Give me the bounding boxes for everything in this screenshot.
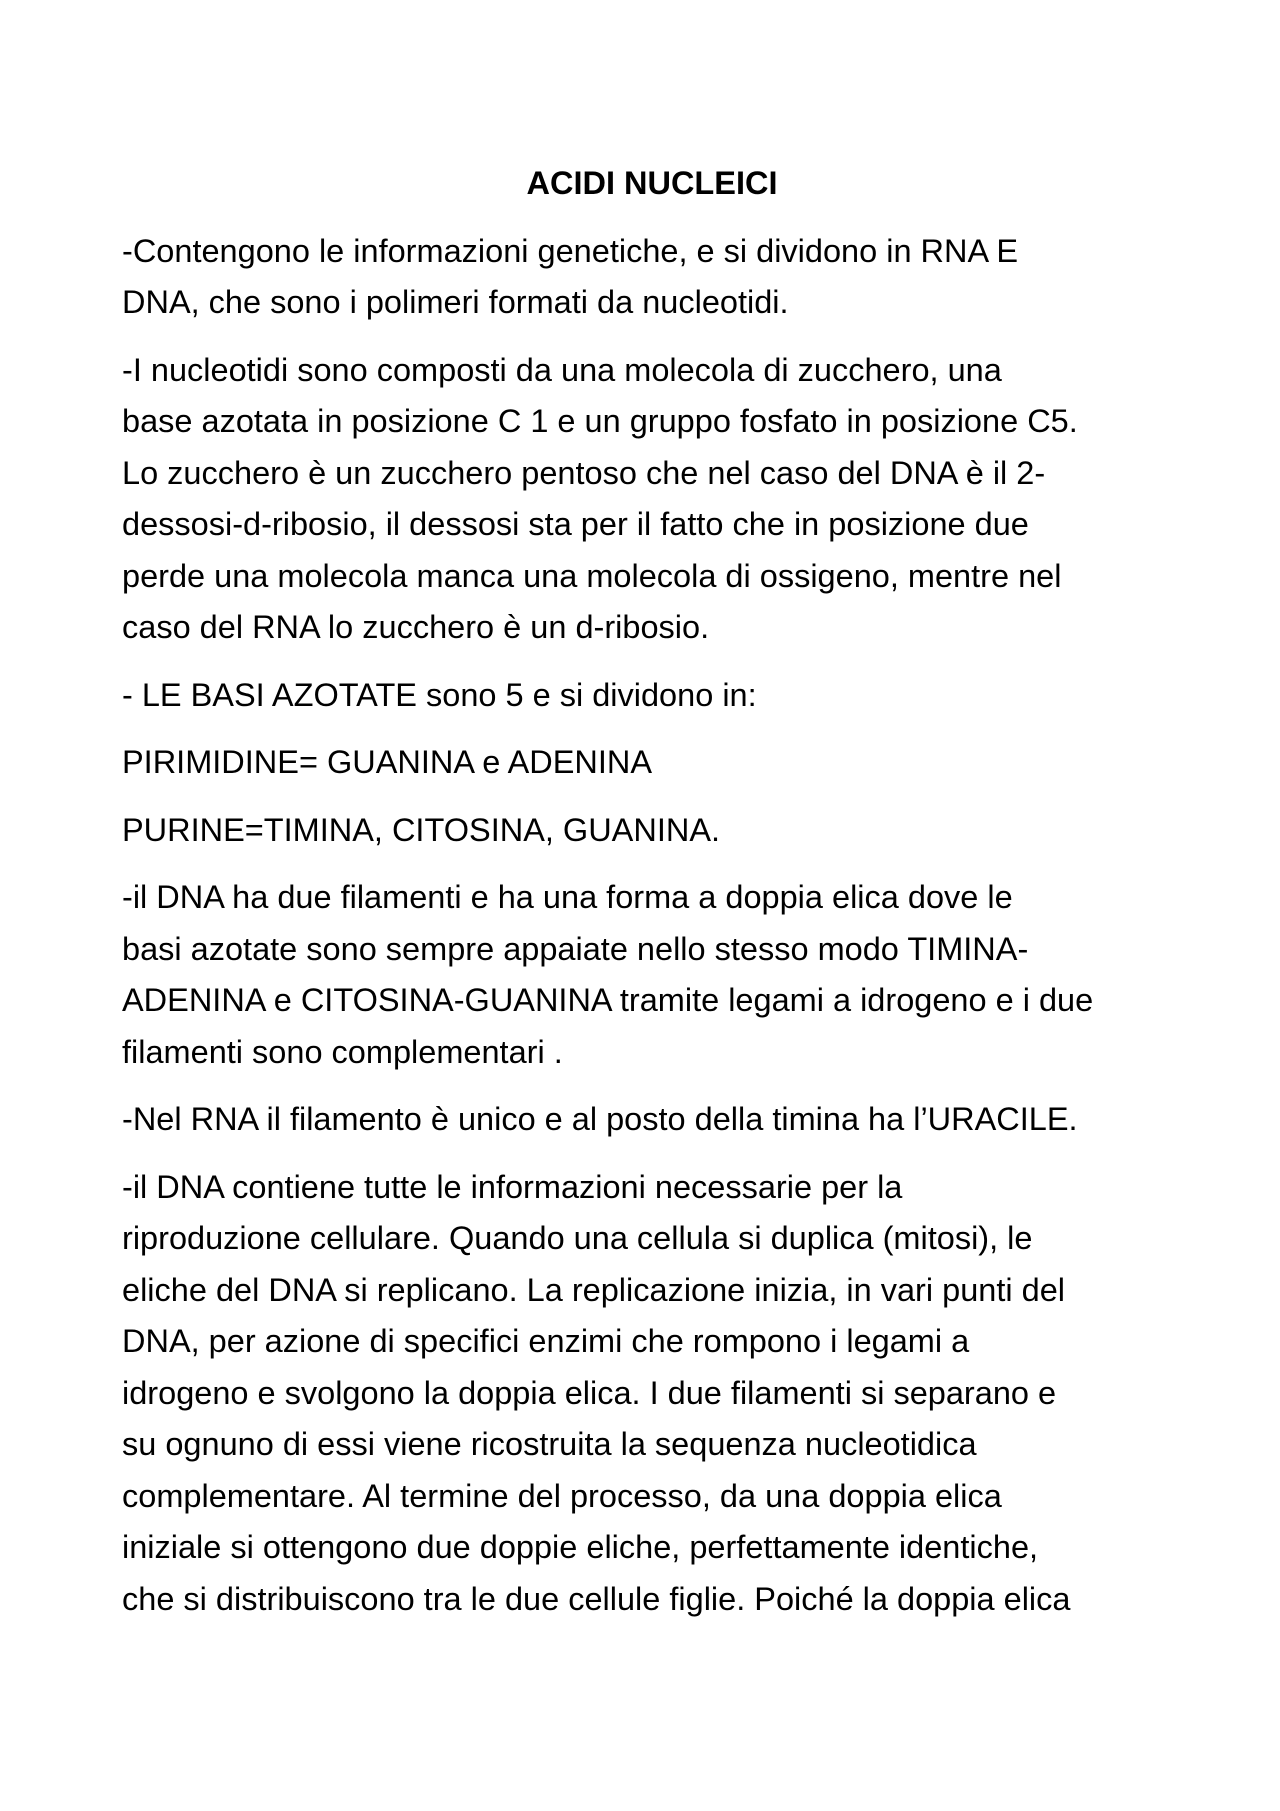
text-line: iniziale si ottengono due doppie eliche, perfettamente identiche, [122,1529,1039,1565]
paragraph-pirimidine [122,737,1182,789]
document-title: ACIDI NUCLEICI [526,165,778,201]
text-line: dessosi-d-ribosio, il dessosi sta per il fatto che in posizione due [122,506,1029,542]
text-line: idrogeno e svolgono la doppia elica. I due filamenti si separano e [122,1374,1057,1411]
text-line: filamenti sono complementari . [122,1033,563,1070]
paragraph-nucleotidi [122,345,1182,654]
text-line: su ognuno di essi viene ricostruita la sequenza nucleotidica [122,1426,977,1462]
text-line: - LE BASI AZOTATE sono 5 e si dividono in: [122,676,757,713]
text-line: ADENINA e CITOSINA-GUANINA tramite legami a idrogeno e i due [122,982,1094,1018]
paragraph-intro [122,226,1182,329]
text-line: complementare. Al termine del processo, da una doppia elica [122,1477,1002,1514]
text-line: PIRIMIDINE= GUANINA e ADENINA [122,744,653,780]
text-line: riproduzione cellulare. Quando una cellula si duplica (mitosi), le [122,1220,1033,1256]
paragraph-replicazione [122,1162,1182,1626]
text-line: basi azotate sono sempre appaiate nello stesso modo TIMINA- [122,930,1029,967]
text-line: -I nucleotidi sono composti da una molecola di zucchero, una [122,351,1002,388]
text-line: Lo zucchero è un zucchero pentoso che nel caso del DNA è il 2- [122,454,1046,491]
text-line: -Nel RNA il filamento è unico e al posto della timina ha l’URACILE. [122,1101,1078,1137]
document-body [122,158,1182,1641]
text-line: perde una molecola manca una molecola di ossigeno, mentre nel [122,557,1062,594]
text-line: eliche del DNA si replicano. La replicazione inizia, in vari punti del [122,1271,1066,1308]
paragraph-rna [122,1094,1182,1146]
paragraph-purine [122,805,1182,857]
text-line: -il DNA ha due filamenti e ha una forma a doppia elica dove le [122,879,1013,915]
text-line: -il DNA contiene tutte le informazioni necessarie per la [122,1168,903,1205]
text-line: -Contengono le informazioni genetiche, e si dividono in RNA E [122,232,1019,269]
text-line: DNA, che sono i polimeri formati da nucleotidi. [122,284,789,320]
text-line: PURINE=TIMINA, CITOSINA, GUANINA. [122,811,721,848]
text-line: base azotata in posizione C 1 e un gruppo fosfato in posizione C5. [122,403,1078,439]
paragraph-dna-filamenti [122,872,1182,1078]
text-line: che si distribuiscono tra le due cellule figlie. Poiché la doppia elica [122,1580,1071,1617]
text-line: caso del RNA lo zucchero è un d-ribosio. [122,609,710,645]
text-line: DNA, per azione di specifici enzimi che rompono i legami a [122,1323,970,1359]
paragraph-basi-azotate [122,670,1182,722]
